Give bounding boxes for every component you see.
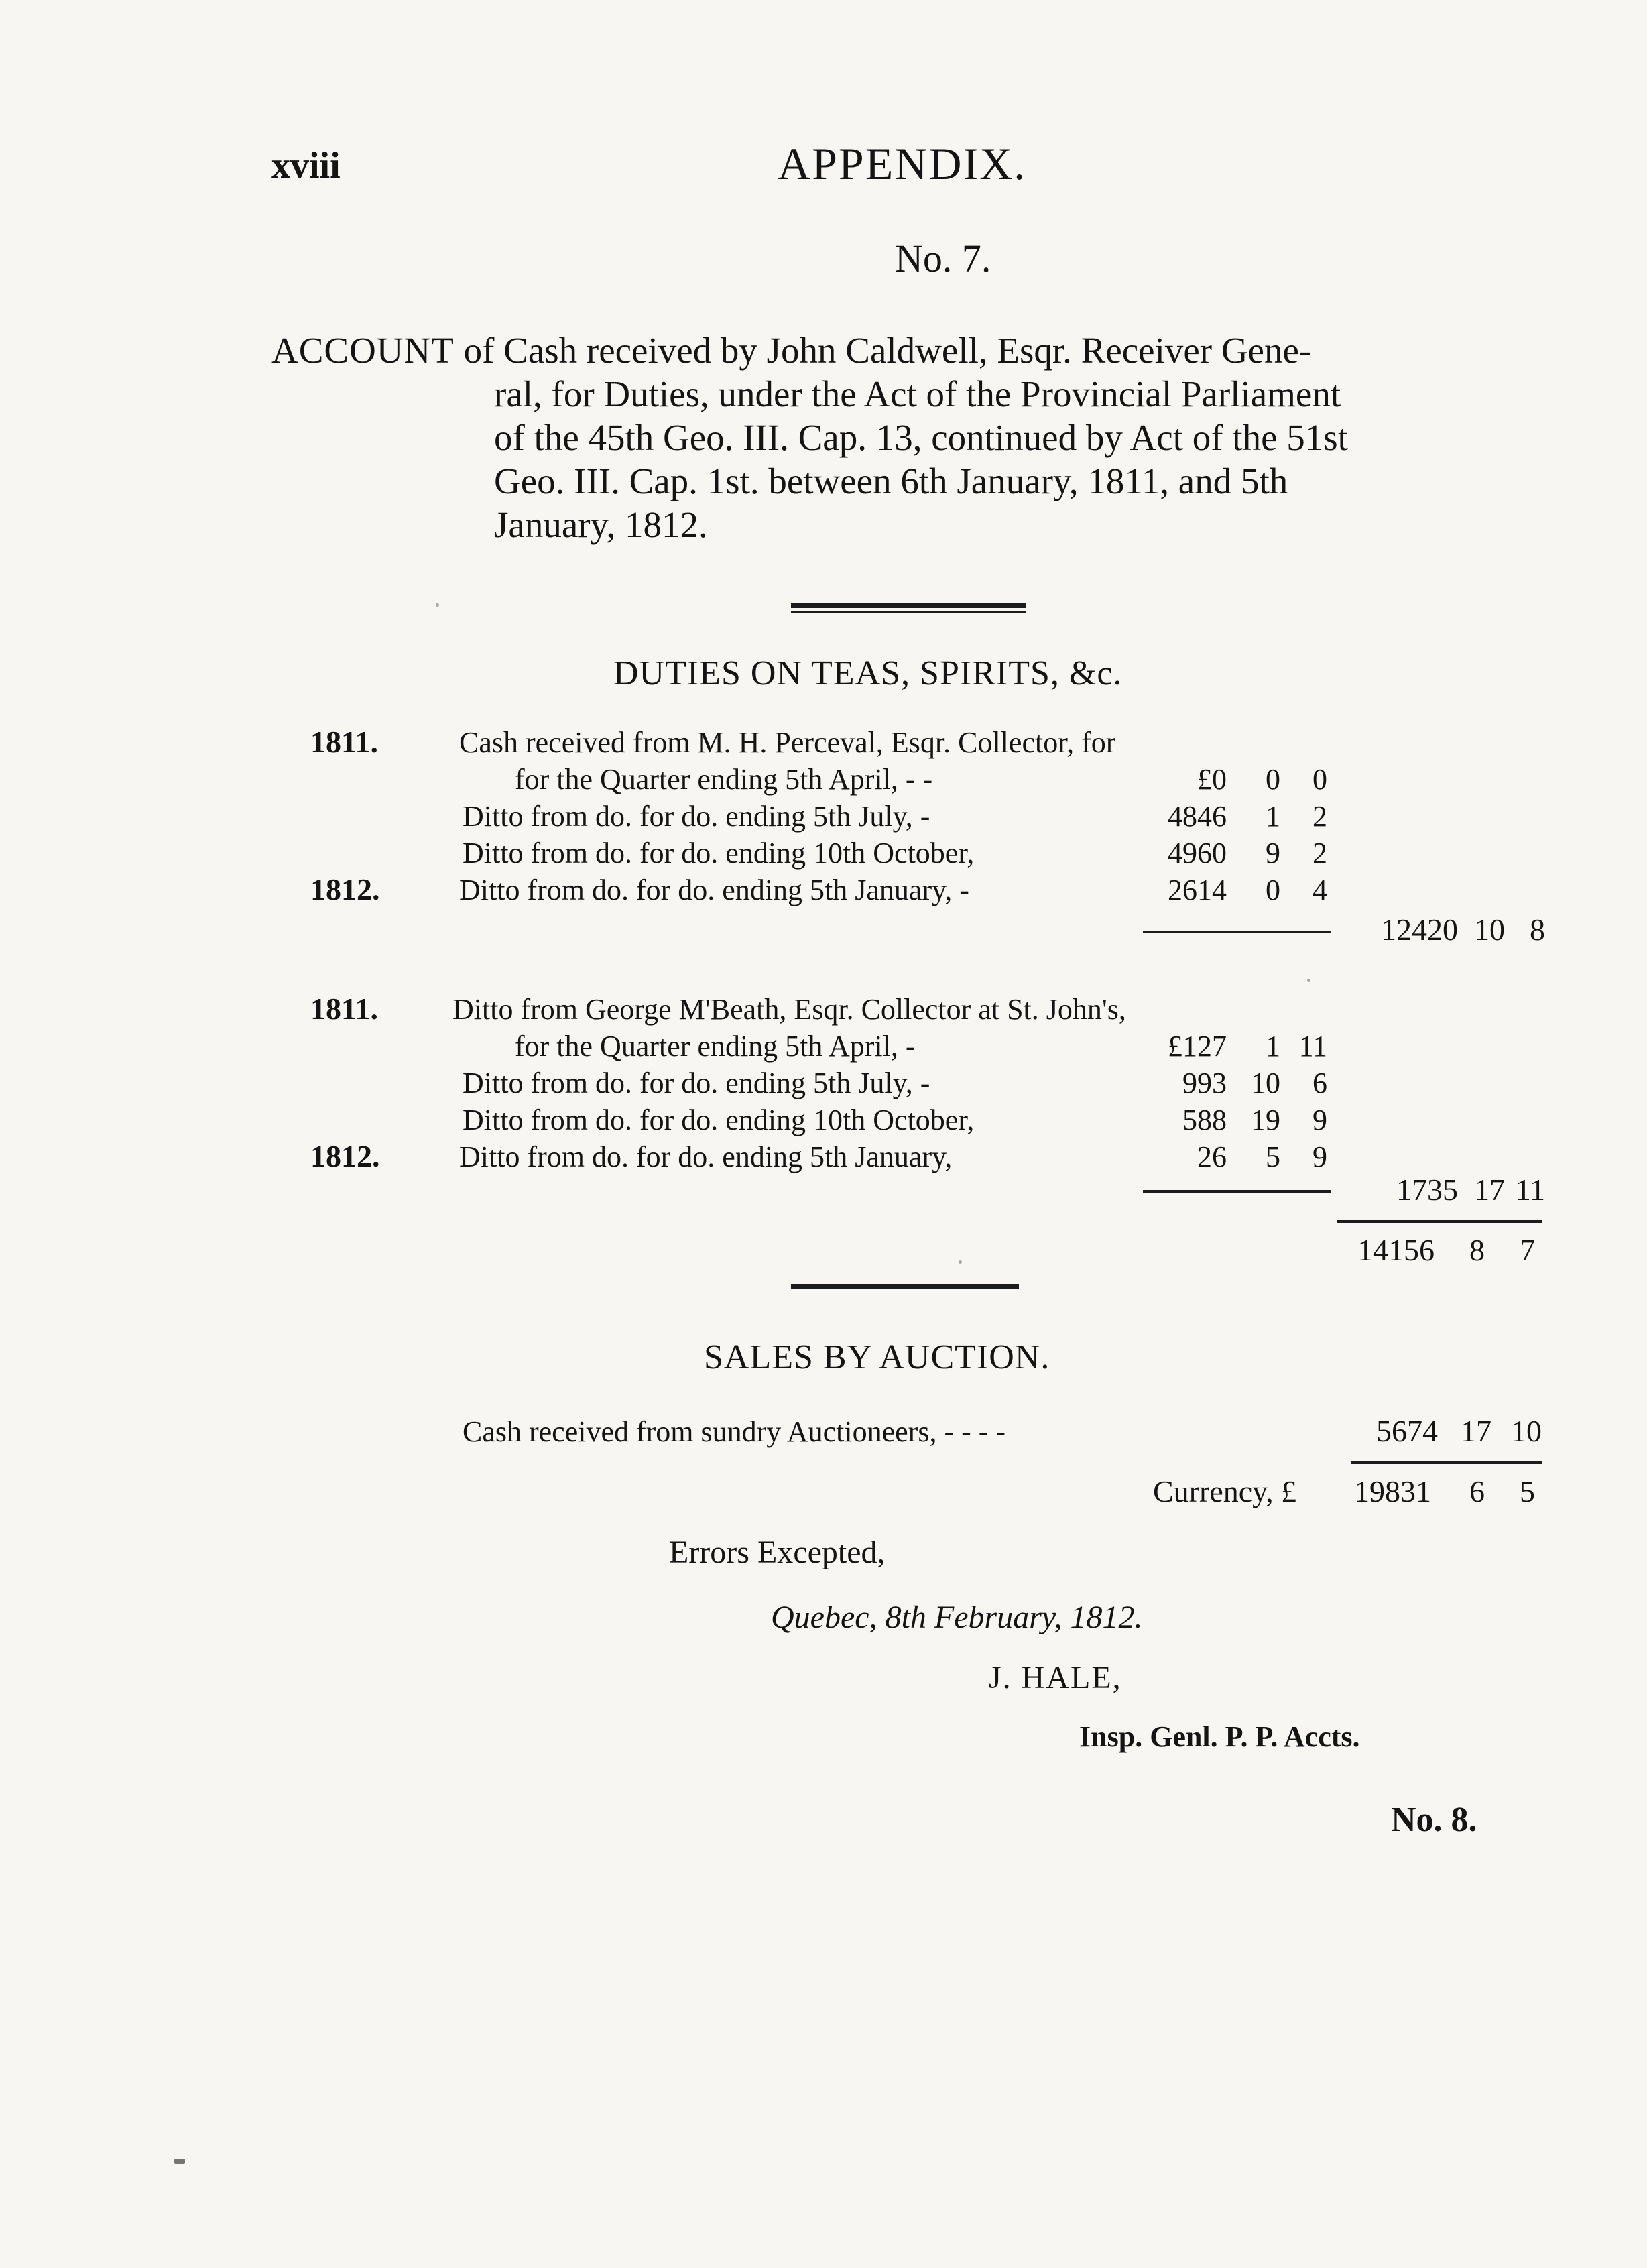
- ornamental-rule: [791, 1284, 1019, 1289]
- place-date: Quebec, 8th February, 1812.: [771, 1600, 1143, 1635]
- signatory-title: Insp. Genl. P. P. Accts.: [1079, 1720, 1360, 1753]
- subtotal-shillings: 10: [1474, 912, 1505, 947]
- page-number: xviii: [271, 145, 341, 186]
- amount-shillings: 10: [1251, 1067, 1280, 1099]
- duties-total-pence: 7: [1520, 1233, 1535, 1267]
- auction-description: Cash received from sundry Auctioneers, - - - -: [463, 1415, 1006, 1448]
- total-rule: [1337, 1220, 1542, 1223]
- page-title: APPENDIX.: [778, 138, 1027, 189]
- grand-total-label: Currency, £: [1153, 1474, 1297, 1508]
- intro-paragraph: [271, 329, 1485, 546]
- ornamental-rule: [791, 603, 1026, 608]
- print-speck: [959, 1260, 962, 1264]
- amount-pence: 2: [1313, 800, 1327, 833]
- auction-shillings: 17: [1461, 1414, 1491, 1448]
- amount-pounds: £127: [1168, 1030, 1227, 1063]
- amount-pounds: 26: [1197, 1140, 1227, 1173]
- amount-shillings: 5: [1266, 1140, 1280, 1173]
- amount-shillings: 19: [1251, 1103, 1280, 1136]
- intro-line-5: January, 1812.: [494, 504, 708, 545]
- grand-total-pounds: 19831: [1354, 1474, 1431, 1508]
- subtotal-pence: 8: [1530, 912, 1545, 947]
- signatory-name: J. HALE,: [989, 1660, 1122, 1695]
- sum-rule: [1351, 1461, 1542, 1464]
- subtotal-pence: 11: [1515, 1173, 1545, 1207]
- amount-pence: 9: [1313, 1140, 1327, 1173]
- amount-pounds: 4846: [1168, 800, 1227, 833]
- ledger-description: Ditto from do. for do. ending 5th July, -: [463, 1067, 930, 1099]
- intro-line-3: of the 45th Geo. III. Cap. 13, continued by Act of the 51st: [494, 417, 1348, 458]
- auction-heading: SALES BY AUCTION.: [704, 1338, 1050, 1376]
- print-speck: [1307, 979, 1310, 982]
- year-label: 1811.: [310, 992, 378, 1026]
- subtotal-pounds: 12420: [1381, 912, 1458, 947]
- intro-line-1: of Cash received by John Caldwell, Esqr. Receiver Gene-: [463, 330, 1312, 371]
- auction-pence: 10: [1511, 1414, 1542, 1448]
- amount-pounds: £0: [1197, 763, 1227, 796]
- amount-pounds: 588: [1182, 1103, 1227, 1136]
- amount-pence: 11: [1298, 1030, 1327, 1063]
- amount-shillings: 9: [1266, 837, 1280, 870]
- subtotal-pounds: 1735: [1396, 1173, 1458, 1207]
- amount-shillings: 1: [1266, 800, 1280, 833]
- grand-total-pence: 5: [1520, 1474, 1535, 1508]
- intro-line-2: ral, for Duties, under the Act of the Provincial Parliament: [494, 373, 1341, 414]
- ledger-description: Ditto from George M'Beath, Esqr. Collector at St. John's,: [452, 993, 1126, 1026]
- amount-pounds: 993: [1182, 1067, 1227, 1099]
- ledger-description: Ditto from do. for do. ending 5th January, -: [459, 874, 969, 906]
- subtotal-shillings: 17: [1474, 1173, 1505, 1207]
- grand-total-shillings: 6: [1469, 1474, 1485, 1508]
- amount-pounds: 2614: [1168, 874, 1227, 906]
- amount-shillings: 0: [1266, 763, 1280, 796]
- ledger-description: for the Quarter ending 5th April, - -: [515, 763, 933, 796]
- errors-excepted: Errors Excepted,: [669, 1535, 886, 1570]
- amount-pence: 4: [1313, 874, 1327, 906]
- intro-first-line: [271, 329, 1485, 372]
- duties-total-pounds: 14156: [1357, 1233, 1435, 1267]
- auction-pounds: 5674: [1376, 1414, 1438, 1448]
- amount-pence: 9: [1313, 1103, 1327, 1136]
- amount-pence: 6: [1313, 1067, 1327, 1099]
- ledger-description: Cash received from M. H. Perceval, Esqr. Collector, for: [459, 726, 1116, 759]
- intro-line-4: Geo. III. Cap. 1st. between 6th January, 1811, and 5th: [494, 461, 1288, 501]
- year-label: 1812.: [310, 1139, 380, 1173]
- next-document-number: No. 8.: [1391, 1801, 1477, 1839]
- sum-rule: [1143, 931, 1331, 933]
- document-number: No. 7.: [895, 237, 991, 280]
- ornamental-rule-thin: [791, 611, 1026, 613]
- ledger-description: Ditto from do. for do. ending 10th October,: [463, 837, 975, 870]
- sum-rule: [1143, 1190, 1331, 1193]
- amount-shillings: 0: [1266, 874, 1280, 906]
- ledger-description: Ditto from do. for do. ending 10th October,: [463, 1103, 975, 1136]
- print-speck: [436, 603, 439, 607]
- duties-heading: DUTIES ON TEAS, SPIRITS, &c.: [613, 654, 1123, 693]
- duties-total-shillings: 8: [1469, 1233, 1485, 1267]
- amount-pence: 0: [1313, 763, 1327, 796]
- intro-lead-word: ACCOUNT: [271, 330, 454, 371]
- ledger-description: Ditto from do. for do. ending 5th July, -: [463, 800, 930, 833]
- amount-shillings: 1: [1266, 1030, 1280, 1063]
- print-speck: [174, 2159, 185, 2164]
- year-label: 1812.: [310, 872, 380, 906]
- ledger-description: for the Quarter ending 5th April, -: [515, 1030, 916, 1063]
- amount-pence: 2: [1313, 837, 1327, 870]
- ledger-description: Ditto from do. for do. ending 5th January,: [459, 1140, 953, 1173]
- year-label: 1811.: [310, 725, 378, 759]
- amount-pounds: 4960: [1168, 837, 1227, 870]
